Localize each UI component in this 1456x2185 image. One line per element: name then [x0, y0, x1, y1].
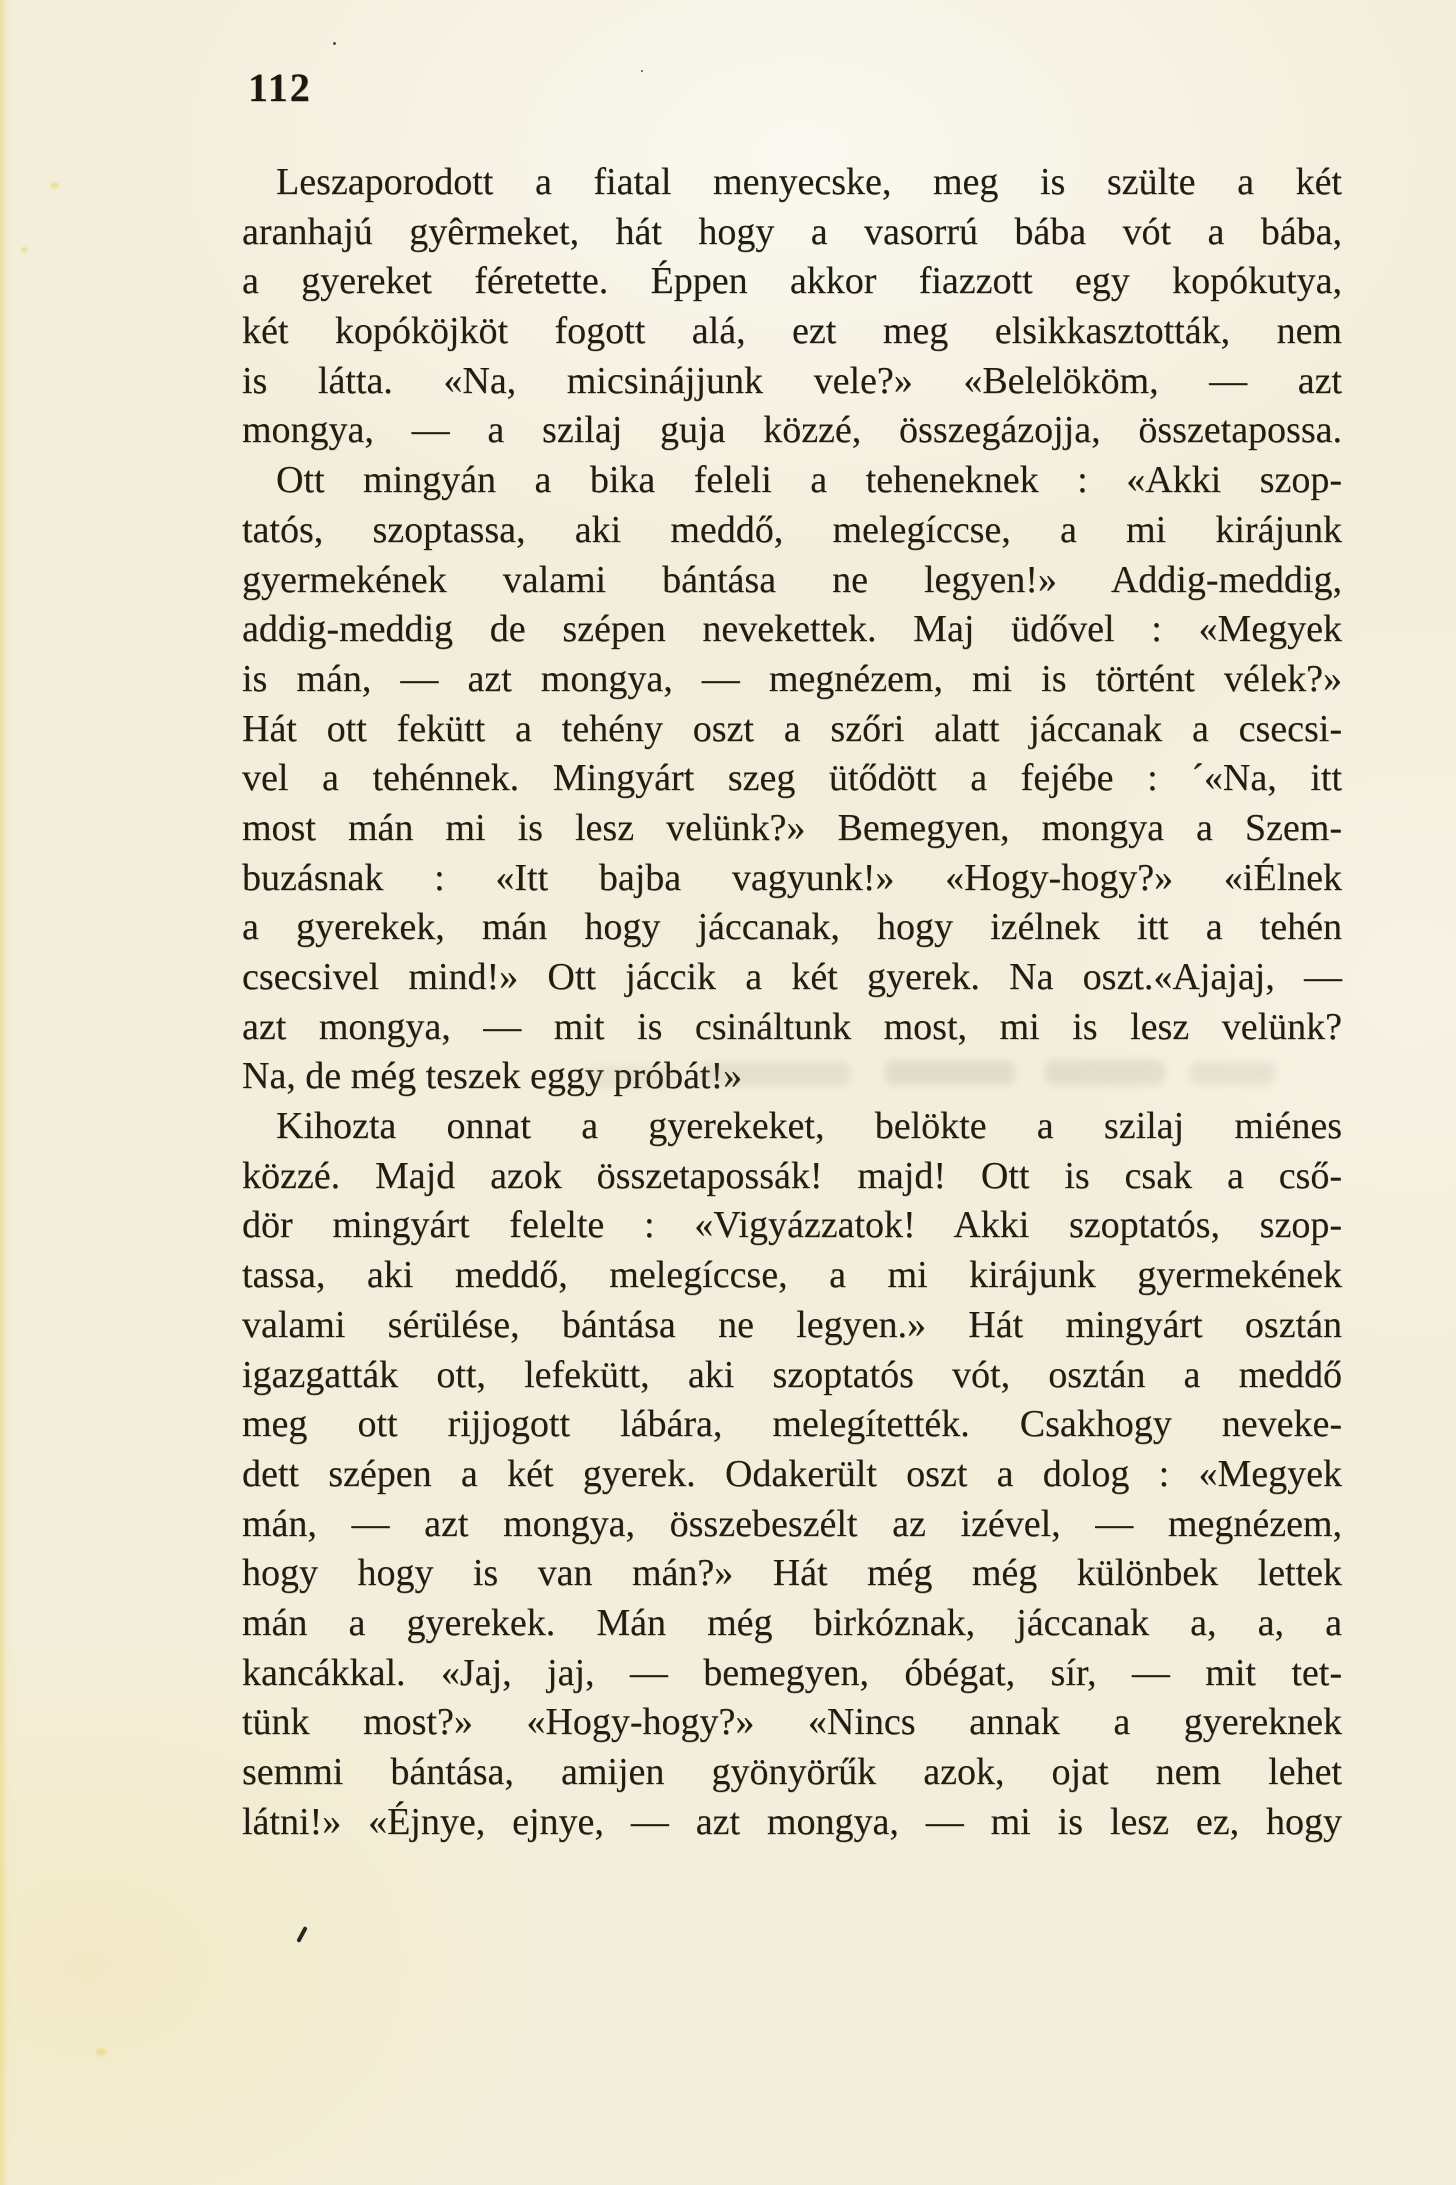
text-line: mongya, — a szilaj guja közzé, összegázojja, összetapossa. [242, 409, 1342, 452]
bleedthrough-ghost [585, 1066, 675, 1088]
text-line: is látta. «Na, micsinájjunk vele?» «Belelököm, — azt [242, 359, 1342, 402]
text-line: Na, de még teszek eggy próbát!» [242, 1055, 743, 1098]
paper-speck [50, 182, 59, 189]
text-line: valami sérülése, bántása ne legyen.» Hát mingyárt osztán [242, 1303, 1342, 1346]
text-line: aranhajú gyêrmeket, hát hogy a vasorrú bába vót a bába, [242, 210, 1342, 253]
text-line: gyermekének valami bántása ne legyen!» Addig-meddig, [242, 558, 1342, 601]
text-line: tatós, szoptassa, aki meddő, melegíccse, a mi kirájunk [242, 508, 1342, 551]
text-line: igazgatták ott, lefekütt, aki szoptatós vót, osztán a meddő [242, 1353, 1342, 1396]
ink-speck [333, 42, 336, 45]
bleedthrough-ghost [1045, 1060, 1165, 1085]
text-line: a gyereket féretette. Éppen akkor fiazzott egy kopókutya, [242, 260, 1342, 303]
text-line: Ott mingyán a bika feleli a teheneknek : «Akki szop- [276, 459, 1342, 502]
text-line: dett szépen a két gyerek. Odakerült oszt a dolog : «Megyek [242, 1452, 1342, 1495]
text-line: Hát ott fekütt a tehény oszt a szőri alatt jáccanak a csecsi- [242, 707, 1342, 750]
text-line: semmi bántása, amijen gyönyörűk azok, ojat nem lehet [242, 1751, 1342, 1793]
text-block [242, 158, 1342, 1847]
text-line: hogy hogy is van mán?» Hát még még különbek lettek [242, 1552, 1342, 1595]
bleedthrough-ghost [1190, 1062, 1275, 1085]
text-line: kancákkal. «Jaj, jaj, — bemegyen, óbégat, sír, — mit tet- [242, 1651, 1342, 1694]
text-line: látni!» «Éjnye, ejnye, — azt mongya, — mi is lesz ez, hogy [242, 1800, 1342, 1843]
text-line: csecsivel mind!» Ott jáccik a két gyerek. Na oszt.«Ajajaj, — [242, 956, 1342, 998]
text-line: két kopóköjköt fogott alá, ezt meg elsikkasztották, nem [242, 310, 1342, 353]
text-line: is mán, — azt mongya, — megnézem, mi is történt vélek?» [242, 657, 1342, 700]
text-line: dör mingyárt felelte : «Vigyázzatok! Akki szoptatós, szop- [242, 1204, 1342, 1247]
text-line: addig-meddig de szépen nevekettek. Maj üdővel : «Megyek [242, 608, 1342, 651]
bleedthrough-ghost [700, 1062, 850, 1086]
text-line: Leszaporodott a fiatal menyecske, meg is szülte a két [276, 161, 1342, 203]
text-line: buzásnak : «Itt bajba vagyunk!» «Hogy-hogy?» «iÉlnek [242, 856, 1342, 899]
page-number: 112 [248, 65, 312, 110]
ink-slash-mark [296, 1926, 308, 1943]
text-line: meg ott rijjogott lábára, melegítették. Csakhogy neveke- [242, 1403, 1342, 1446]
text-line: Kihozta onnat a gyerekeket, belökte a szilaj miénes [276, 1105, 1342, 1148]
text-line: tünk most?» «Hogy-hogy?» «Nincs annak a gyereknek [242, 1701, 1342, 1744]
ink-speck [641, 70, 643, 72]
text-line: vel a tehénnek. Mingyárt szeg ütődött a fejébe : ´«Na, itt [242, 757, 1342, 800]
paper-speck [96, 2048, 106, 2056]
text-line: mán a gyerekek. Mán még birkóznak, jáccanak a, a, a [242, 1601, 1342, 1644]
text-line: tassa, aki meddő, melegíccse, a mi kirájunk gyermekének [242, 1254, 1342, 1297]
text-line: azt mongya, — mit is csináltunk most, mi is lesz velünk? [242, 1005, 1342, 1048]
paper-speck [21, 247, 28, 253]
text-line: mán, — azt mongya, összebeszélt az izével, — megnézem, [242, 1502, 1342, 1545]
text-line: a gyerekek, mán hogy jáccanak, hogy izélnek itt a tehén [242, 906, 1342, 949]
text-line: közzé. Majd azok összetapossák! majd! Ott is csak a cső- [242, 1154, 1342, 1197]
text-line: most mán mi is lesz velünk?» Bemegyen, mongya a Szem- [242, 806, 1342, 849]
bleedthrough-ghost [885, 1060, 1015, 1085]
